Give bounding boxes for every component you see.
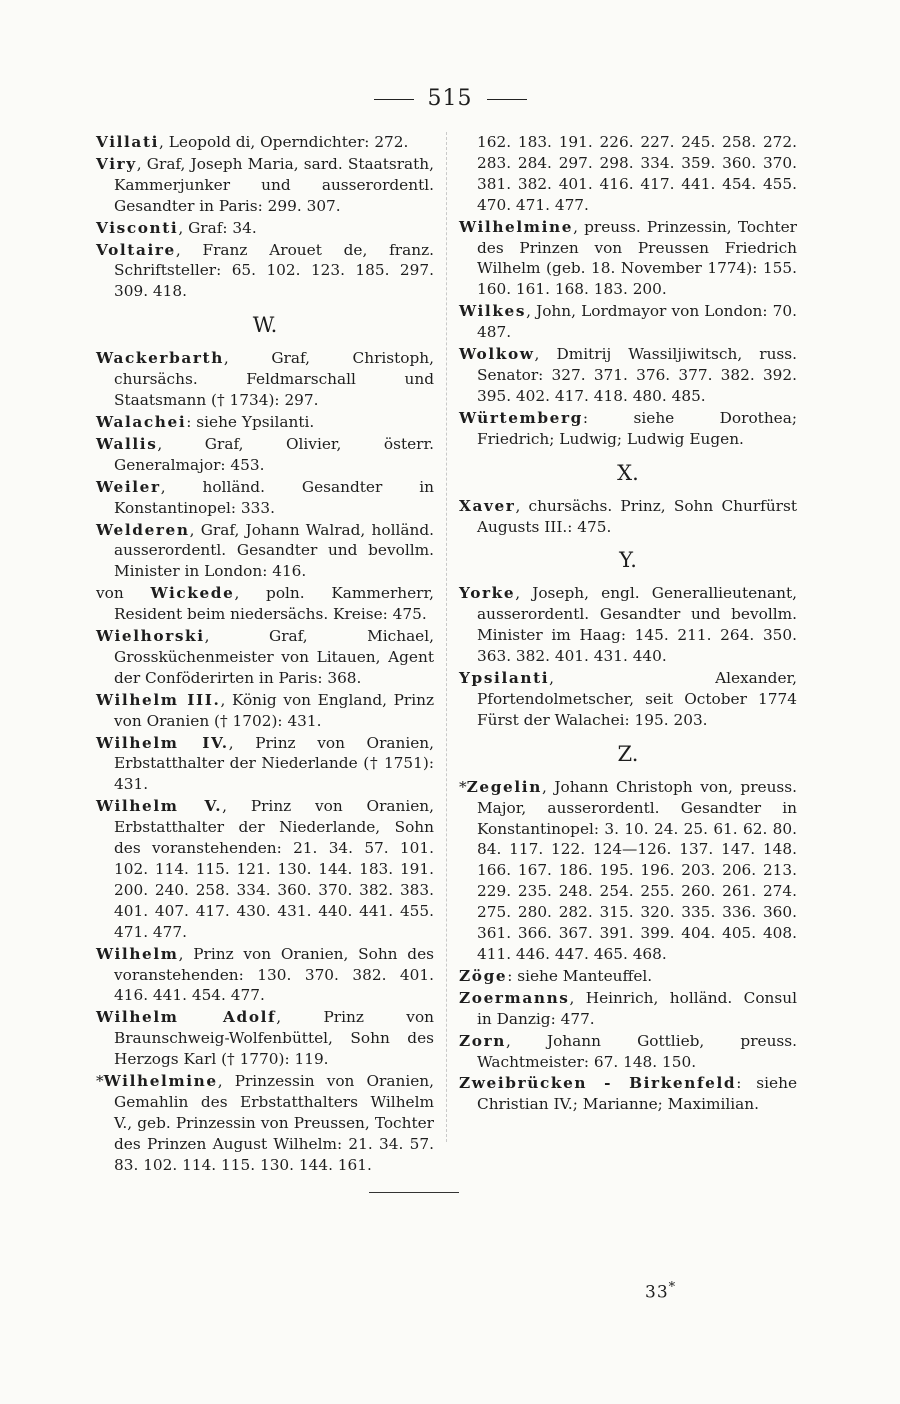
entry-headword: Weiler bbox=[96, 477, 161, 496]
index-entry bbox=[459, 301, 797, 343]
entry-text: , König von England, Prinz von Oranien († 1702): 431. bbox=[114, 690, 435, 730]
index-entry bbox=[459, 777, 797, 965]
index-entry bbox=[459, 583, 797, 667]
entry-headword: Zorn bbox=[459, 1031, 506, 1050]
index-column-left bbox=[96, 132, 434, 1177]
entry-prefix: * bbox=[459, 777, 467, 796]
entry-headword: Wilhelm Adolf bbox=[96, 1008, 277, 1027]
entry-headword: Wilhelm IV. bbox=[96, 733, 229, 752]
entry-headword: Zöge bbox=[459, 966, 508, 985]
entry-prefix: von bbox=[96, 584, 151, 603]
entry-text: , Prinz von Oranien, Sohn des voranstehenden: 130. 370. 382. 401. 416. 441. 454. 477. bbox=[114, 944, 434, 1005]
entry-text: , Alexander, Pfortendolmetscher, seit October 1774 Fürst der Walachei: 195. 203. bbox=[477, 669, 797, 729]
entry-text: , Heinrich, holländ. Consul in Danzig: 477. bbox=[477, 988, 797, 1028]
index-entry bbox=[96, 132, 434, 153]
entry-text: , Graf, Joseph Maria, sard. Staatsrath, Kammerjunker und ausserordentl. Gesandter in Paris: 299. 307. bbox=[114, 154, 434, 215]
entry-text: , John, Lordmayor von London: 70. 487. bbox=[477, 302, 797, 342]
section-letter: Y. bbox=[619, 548, 637, 573]
index-entry bbox=[96, 520, 434, 583]
index-entry bbox=[96, 944, 434, 1007]
right-rule bbox=[487, 99, 527, 100]
entry-headword: Wickede bbox=[150, 584, 235, 603]
entry-text: : siehe Dorothea; Friedrich; Ludwig; Ludwig Eugen. bbox=[477, 408, 797, 448]
entry-text: : siehe Christian IV.; Marianne; Maximilian. bbox=[477, 1074, 797, 1114]
index-entry bbox=[96, 434, 434, 476]
entry-text: , Prinz von Oranien, Erbstatthalter der Niederlande, Sohn des voranstehenden: 21. 34. 57. 101. 102. 114. 115. 121. 130. 144. 183. 191. 200. 240. 258. 334. 360. 370. 382. 383. 401. 407. 417. 430. 431. 440. 441. 455. 471. 477. bbox=[114, 797, 435, 941]
page-number bbox=[0, 86, 900, 111]
entry-headword: Welderen bbox=[96, 520, 190, 539]
entry-text: : siehe Manteuffel. bbox=[507, 966, 653, 985]
entry-headword: Zegelin bbox=[466, 777, 542, 796]
entry-headword: Wackerbarth bbox=[96, 349, 224, 368]
entry-text: , Dmitrij Wassiljiwitsch, russ. Senator: 327. 371. 376. 377. 382. 392. 395. 402. 417. 418. 480. 485. bbox=[477, 345, 797, 405]
index-entry bbox=[96, 348, 434, 411]
footer-rule bbox=[369, 1192, 459, 1193]
entry-headword: Würtemberg bbox=[459, 408, 583, 427]
entry-headword: Wilhelm V. bbox=[96, 797, 223, 816]
index-entry bbox=[96, 154, 434, 217]
entry-text: , chursächs. Prinz, Sohn Churfürst Augusts III.: 475. bbox=[477, 496, 797, 536]
entry-text: , Graf, Johann Walrad, holländ. ausserordentl. Gesandter und bevollm. Minister in London: 416. bbox=[114, 520, 434, 581]
index-entry bbox=[96, 690, 434, 732]
entry-text: , poln. Kammerherr, Resident beim niedersächs. Kreise: 475. bbox=[114, 584, 434, 624]
index-entry bbox=[459, 966, 797, 987]
entry-headword: Wilkes bbox=[459, 302, 527, 321]
entry-headword: Wilhelmine bbox=[103, 1072, 218, 1091]
section-letter: Z. bbox=[617, 741, 639, 766]
entry-headword: Wilhelm bbox=[96, 944, 179, 963]
entry-headword: Villati bbox=[96, 133, 160, 151]
entry-text: , Graf, Christoph, chursächs. Feldmarschall und Staatsmann († 1734): 297. bbox=[114, 349, 434, 410]
index-entry bbox=[96, 1007, 434, 1070]
entry-text: , Graf: 34. bbox=[178, 218, 257, 237]
index-entry bbox=[459, 496, 797, 538]
entry-headword: Wilhelm III. bbox=[96, 690, 221, 709]
entry-text: , Graf, Olivier, österr. Generalmajor: 453. bbox=[114, 434, 434, 474]
entry-headword: Wallis bbox=[96, 434, 158, 453]
entry-text: , preuss. Prinzessin, Tochter des Prinzen von Preussen Friedrich Wilhelm (geb. 18. November 1774): 155. 160. 161. 168. 183. 200. bbox=[477, 217, 797, 299]
entry-text: , Franz Arouet de, franz. Schriftsteller: 65. 102. 123. 185. 297. 309. 418. bbox=[114, 240, 434, 301]
entry-headword: Viry bbox=[96, 154, 137, 173]
index-entry-continuation: 162. 183. 191. 226. 227. 245. 258. 272. 283. 284. 297. 298. 334. 359. 360. 370. 381. 382. 401. 416. 417. 441. 454. 455. 470. 471. 477. bbox=[477, 133, 797, 214]
index-entry bbox=[96, 218, 434, 239]
index-entry bbox=[96, 1071, 434, 1176]
entry-headword: Zweibrücken - Birkenfeld bbox=[459, 1074, 737, 1093]
entry-text: , Prinz von Oranien, Erbstatthalter der Niederlande († 1751): 431. bbox=[114, 733, 435, 794]
entry-text: : siehe Ypsilanti. bbox=[186, 412, 315, 431]
signature-asterisk: * bbox=[668, 1280, 677, 1295]
index-entry bbox=[459, 217, 797, 301]
entry-headword: Visconti bbox=[96, 218, 179, 237]
entry-headword: Wilhelmine bbox=[459, 217, 574, 236]
entry-text: , Prinz von Braunschweig-Wolfenbüttel, Sohn des Herzogs Karl († 1770): 119. bbox=[114, 1008, 435, 1069]
signature-number: 33 bbox=[645, 1282, 669, 1303]
index-entry bbox=[96, 796, 434, 942]
entry-text: , Johann Christoph von, preuss. Major, ausserordentl. Gesandter in Konstantinopel: 3. 10. 24. 25. 61. 62. 80. 84. 117. 122. 124—126. 137. 147. 148. 166. 167. 186. 195. 196. 203. 206. 213. 229. 235. 248. 254. 255. 260. 261. 274. 275. 280. 282. 315. 320. 335. 336. 360. 361. 366. 367. 391. 399. 404. 405. 408. 411. 446. 447. 465. 468. bbox=[477, 777, 797, 963]
index-entry bbox=[459, 408, 797, 450]
entry-text: , Leopold di, Operndichter: 272. bbox=[159, 133, 409, 151]
index-entry bbox=[459, 344, 797, 407]
page-number-text: 515 bbox=[427, 86, 473, 111]
entry-text: , holländ. Gesandter in Konstantinopel: 333. bbox=[114, 477, 434, 517]
index-entry bbox=[459, 1073, 797, 1115]
index-entry bbox=[96, 733, 434, 796]
index-column-right bbox=[459, 132, 797, 1116]
entry-headword: Walachei bbox=[96, 412, 187, 431]
section-letter: W. bbox=[252, 313, 278, 338]
entry-headword: Zoermanns bbox=[459, 988, 570, 1007]
index-entry bbox=[96, 626, 434, 689]
index-entry bbox=[96, 240, 434, 303]
entry-headword: Xaver bbox=[459, 496, 516, 515]
entry-headword: Voltaire bbox=[96, 240, 176, 259]
index-entry bbox=[459, 668, 797, 731]
section-letter: X. bbox=[617, 460, 639, 485]
index-entry bbox=[96, 477, 434, 519]
column-divider bbox=[446, 132, 447, 1142]
index-entry bbox=[96, 412, 434, 433]
entry-text: , Prinzessin von Oranien, Gemahlin des Erbstatthalters Wilhelm V., geb. Prinzessin von Preussen, Tochter des Prinzen August Wilhelm: 21. 34. 57. 83. 102. 114. 115. 130. 144. 161. bbox=[114, 1072, 434, 1174]
index-entry bbox=[459, 1031, 797, 1073]
entry-headword: Wolkow bbox=[459, 345, 535, 364]
entry-text: , Graf, Michael, Grossküchenmeister von Litauen, Agent der Conföderirten in Paris: 368. bbox=[114, 627, 434, 687]
entry-headword: Yorke bbox=[459, 584, 516, 603]
index-entry bbox=[96, 583, 434, 625]
entry-text: , Johann Gottlieb, preuss. Wachtmeister: 67. 148. 150. bbox=[477, 1031, 797, 1071]
left-rule bbox=[374, 99, 414, 100]
signature-mark bbox=[645, 1280, 676, 1303]
index-entry bbox=[459, 988, 797, 1030]
entry-headword: Wielhorski bbox=[96, 627, 205, 646]
entry-text: , Joseph, engl. Generallieutenant, ausserordentl. Gesandter und bevollm. Minister im Haag: 145. 211. 264. 350. 363. 382. 401. 431. 440. bbox=[477, 584, 797, 666]
entry-headword: Ypsilanti bbox=[459, 669, 550, 688]
entry-prefix: * bbox=[96, 1072, 104, 1091]
